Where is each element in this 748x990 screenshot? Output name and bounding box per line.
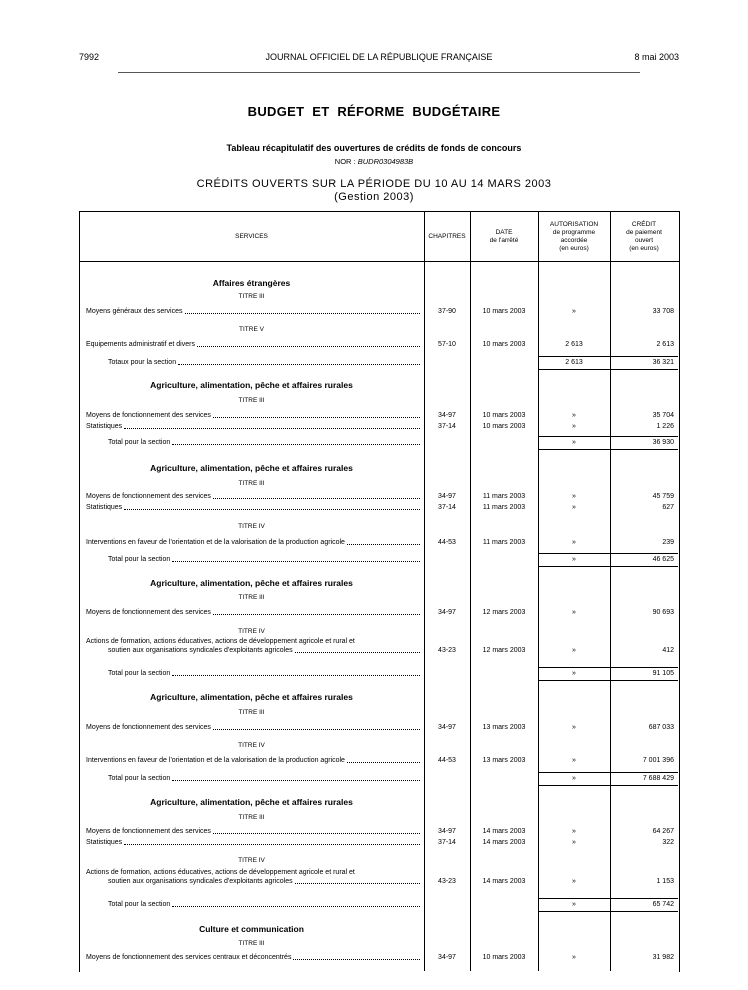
service-label: Moyens de fonctionnement des services (86, 412, 211, 419)
dot-leader (295, 883, 420, 884)
total-box (538, 898, 678, 912)
ap-cell: » (572, 954, 576, 961)
col-header-date: DATE de l'arrêté (489, 229, 519, 244)
table-row (0, 837, 748, 848)
col-header-ap: AUTORISATION de programme accordée (en euros) (549, 221, 599, 252)
table-row (0, 306, 748, 317)
chapitre-cell: 44-53 (438, 539, 456, 546)
table-row (0, 339, 748, 350)
table-row (0, 502, 748, 513)
col-header-cp: CRÉDIT de paiement ouvert (en euros) (626, 221, 662, 252)
service-label: Total pour la section (108, 775, 171, 782)
chapitre-cell: 43-23 (438, 647, 456, 654)
ap-cell: » (572, 308, 576, 315)
cp-cell: 7 688 429 (642, 775, 674, 782)
titre-label: TITRE III (238, 594, 265, 601)
service-label: Statistiques (86, 504, 123, 511)
dot-leader (295, 652, 420, 653)
section-heading: Agriculture, alimentation, pêche et affaires rurales (150, 463, 353, 473)
date-cell: 10 mars 2003 (482, 423, 526, 430)
titre-label: TITRE V (239, 326, 264, 333)
cp-cell: 687 033 (648, 724, 674, 731)
cp-cell: 35 704 (652, 412, 674, 419)
cp-cell: 1 153 (656, 878, 674, 885)
credits-line-2: (Gestion 2003) (334, 191, 414, 203)
dot-leader (172, 906, 420, 907)
cp-cell: 91 105 (652, 670, 674, 677)
date-cell: 10 mars 2003 (482, 308, 526, 315)
chapitre-cell: 34-97 (438, 493, 456, 500)
cp-cell: 1 226 (656, 423, 674, 430)
chapitre-cell: 37-90 (438, 308, 456, 315)
chapitre-cell: 34-97 (438, 412, 456, 419)
dot-leader (347, 544, 420, 545)
titre-label: TITRE III (238, 940, 265, 947)
dot-leader (172, 444, 420, 445)
cp-cell: 7 001 396 (642, 757, 674, 764)
chapitre-cell: 37-14 (438, 423, 456, 430)
ap-cell: » (572, 901, 576, 908)
cp-cell: 36 321 (652, 359, 674, 366)
service-label: Total pour la section (108, 670, 171, 677)
table-row (0, 638, 748, 656)
dot-leader (213, 833, 420, 834)
date-cell: 10 mars 2003 (482, 954, 526, 961)
total-box (538, 772, 678, 786)
chapitre-cell: 43-23 (438, 878, 456, 885)
table-row (0, 537, 748, 548)
service-label: Statistiques (86, 423, 123, 430)
service-label: Moyens de fonctionnement des services (86, 828, 211, 835)
ap-cell: » (572, 556, 576, 563)
dot-leader (124, 509, 420, 510)
date-cell: 12 mars 2003 (482, 647, 526, 654)
ap-cell: » (572, 724, 576, 731)
ap-cell: » (572, 493, 576, 500)
cp-cell: 31 982 (652, 954, 674, 961)
ap-cell: » (572, 412, 576, 419)
nor-label: NOR : (334, 157, 356, 166)
cp-cell: 412 (662, 647, 674, 654)
chapitre-cell: 34-97 (438, 828, 456, 835)
page-title: BUDGET ET RÉFORME BUDGÉTAIRE (247, 104, 501, 119)
service-label: soutien aux organisations syndicales d'exploitants agricoles (108, 647, 293, 654)
service-label: Moyens de fonctionnement des services (86, 724, 211, 731)
ap-cell: » (572, 504, 576, 511)
titre-label: TITRE IV (238, 857, 265, 864)
total-box (538, 667, 678, 681)
journal-name: JOURNAL OFFICIEL DE LA RÉPUBLIQUE FRANÇAISE (265, 52, 493, 62)
col-divider (424, 211, 425, 971)
credits-heading (0, 178, 748, 204)
section-heading: Agriculture, alimentation, pêche et affaires rurales (150, 692, 353, 702)
titre-label: TITRE III (238, 814, 265, 821)
table-row (0, 607, 748, 618)
service-label: Moyens de fonctionnement des services (86, 609, 211, 616)
ap-cell: » (572, 839, 576, 846)
ap-cell: 2 613 (565, 359, 583, 366)
col-divider (610, 211, 611, 971)
date-cell: 11 mars 2003 (482, 539, 526, 546)
total-box (538, 553, 678, 567)
titre-label: TITRE IV (238, 523, 265, 530)
col-header-chapitres: CHAPITRES (428, 233, 466, 240)
date-cell: 14 mars 2003 (482, 839, 526, 846)
titre-label: TITRE III (238, 480, 265, 487)
cp-cell: 322 (662, 839, 674, 846)
section-heading: Affaires étrangères (212, 278, 291, 288)
chapitre-cell: 34-97 (438, 609, 456, 616)
ap-cell: » (572, 828, 576, 835)
ap-cell: » (572, 757, 576, 764)
table-row (0, 421, 748, 432)
dot-leader (124, 428, 420, 429)
cp-cell: 64 267 (652, 828, 674, 835)
service-label: Total pour la section (108, 901, 171, 908)
date-cell: 13 mars 2003 (482, 757, 526, 764)
table-row (0, 826, 748, 837)
titre-label: TITRE III (238, 293, 265, 300)
cp-cell: 36 930 (652, 439, 674, 446)
dot-leader (185, 313, 420, 314)
chapitre-cell: 37-14 (438, 504, 456, 511)
chapitre-cell: 34-97 (438, 724, 456, 731)
titre-label: TITRE III (238, 709, 265, 716)
col-divider (470, 211, 471, 971)
nor-value: BUDR0304983B (357, 157, 414, 166)
dot-leader (213, 417, 420, 418)
service-label: Equipements administratif et divers (86, 341, 195, 348)
service-label: Interventions en faveur de l'orientation et de la valorisation de la production agricole (86, 539, 345, 546)
dot-leader (213, 498, 420, 499)
table-row (0, 755, 748, 766)
date-cell: 10 mars 2003 (482, 341, 526, 348)
dot-leader (197, 346, 420, 347)
nor-reference (0, 157, 748, 166)
section-heading: Agriculture, alimentation, pêche et affaires rurales (150, 578, 353, 588)
ap-cell: » (572, 647, 576, 654)
section-heading: Agriculture, alimentation, pêche et affaires rurales (150, 380, 353, 390)
col-header-services: SERVICES (235, 233, 268, 240)
header-rule (118, 72, 640, 73)
ap-cell: » (572, 539, 576, 546)
service-label-line1: Actions de formation, actions éducatives, actions de développement agricole et rural et (86, 638, 355, 645)
section-heading: Culture et communication (199, 924, 304, 934)
date-cell: 14 mars 2003 (482, 878, 526, 885)
table-row (0, 722, 748, 733)
ap-cell: » (572, 439, 576, 446)
chapitre-cell: 34-97 (438, 954, 456, 961)
dot-leader (172, 561, 420, 562)
service-label: Total pour la section (108, 439, 171, 446)
service-label: Totaux pour la section (108, 359, 177, 366)
date-cell: 11 mars 2003 (482, 504, 526, 511)
ap-cell: 2 613 (565, 341, 583, 348)
service-label: Interventions en faveur de l'orientation et de la valorisation de la production agricole (86, 757, 345, 764)
titre-label: TITRE IV (238, 628, 265, 635)
table-row (0, 491, 748, 502)
table-row (0, 869, 748, 887)
cp-cell: 33 708 (652, 308, 674, 315)
dot-leader (178, 364, 420, 365)
titre-label: TITRE III (238, 397, 265, 404)
cp-cell: 2 613 (656, 341, 674, 348)
cp-cell: 239 (662, 539, 674, 546)
chapitre-cell: 44-53 (438, 757, 456, 764)
service-label: Moyens de fonctionnement des services centraux et déconcentrés (86, 954, 292, 961)
dot-leader (293, 959, 420, 960)
service-label-line1: Actions de formation, actions éducatives, actions de développement agricole et rural et (86, 869, 355, 876)
table-header-rule (79, 261, 679, 262)
ap-cell: » (572, 878, 576, 885)
page-header (79, 52, 679, 66)
dot-leader (213, 729, 420, 730)
service-label: Statistiques (86, 839, 123, 846)
credits-line-1: CRÉDITS OUVERTS SUR LA PÉRIODE DU 10 AU 14 MARS 2003 (196, 178, 552, 190)
issue-date: 8 mai 2003 (634, 52, 679, 62)
chapitre-cell: 37-14 (438, 839, 456, 846)
ap-cell: » (572, 775, 576, 782)
chapitre-cell: 57-10 (438, 341, 456, 348)
table-row (0, 952, 748, 963)
service-label: Total pour la section (108, 556, 171, 563)
cp-cell: 65 742 (652, 901, 674, 908)
cp-cell: 627 (662, 504, 674, 511)
date-cell: 10 mars 2003 (482, 412, 526, 419)
page-number: 7992 (79, 52, 100, 62)
dot-leader (347, 762, 420, 763)
date-cell: 11 mars 2003 (482, 493, 526, 500)
cp-cell: 45 759 (652, 493, 674, 500)
date-cell: 12 mars 2003 (482, 609, 526, 616)
ap-cell: » (572, 423, 576, 430)
titre-label: TITRE IV (238, 742, 265, 749)
service-label: soutien aux organisations syndicales d'exploitants agricoles (108, 878, 293, 885)
table-row (0, 410, 748, 421)
cp-cell: 46 625 (652, 556, 674, 563)
service-label: Moyens de fonctionnement des services (86, 493, 211, 500)
service-label: Moyens généraux des services (86, 308, 183, 315)
dot-leader (172, 780, 420, 781)
ap-cell: » (572, 670, 576, 677)
page-subtitle: Tableau récapitulatif des ouvertures de crédits de fonds de concours (226, 143, 522, 153)
total-box (538, 356, 678, 370)
total-box (538, 436, 678, 450)
date-cell: 13 mars 2003 (482, 724, 526, 731)
section-heading: Agriculture, alimentation, pêche et affaires rurales (150, 797, 353, 807)
cp-cell: 90 693 (652, 609, 674, 616)
dot-leader (172, 675, 420, 676)
ap-cell: » (572, 609, 576, 616)
col-divider (538, 211, 539, 971)
dot-leader (213, 614, 420, 615)
date-cell: 14 mars 2003 (482, 828, 526, 835)
dot-leader (124, 844, 420, 845)
